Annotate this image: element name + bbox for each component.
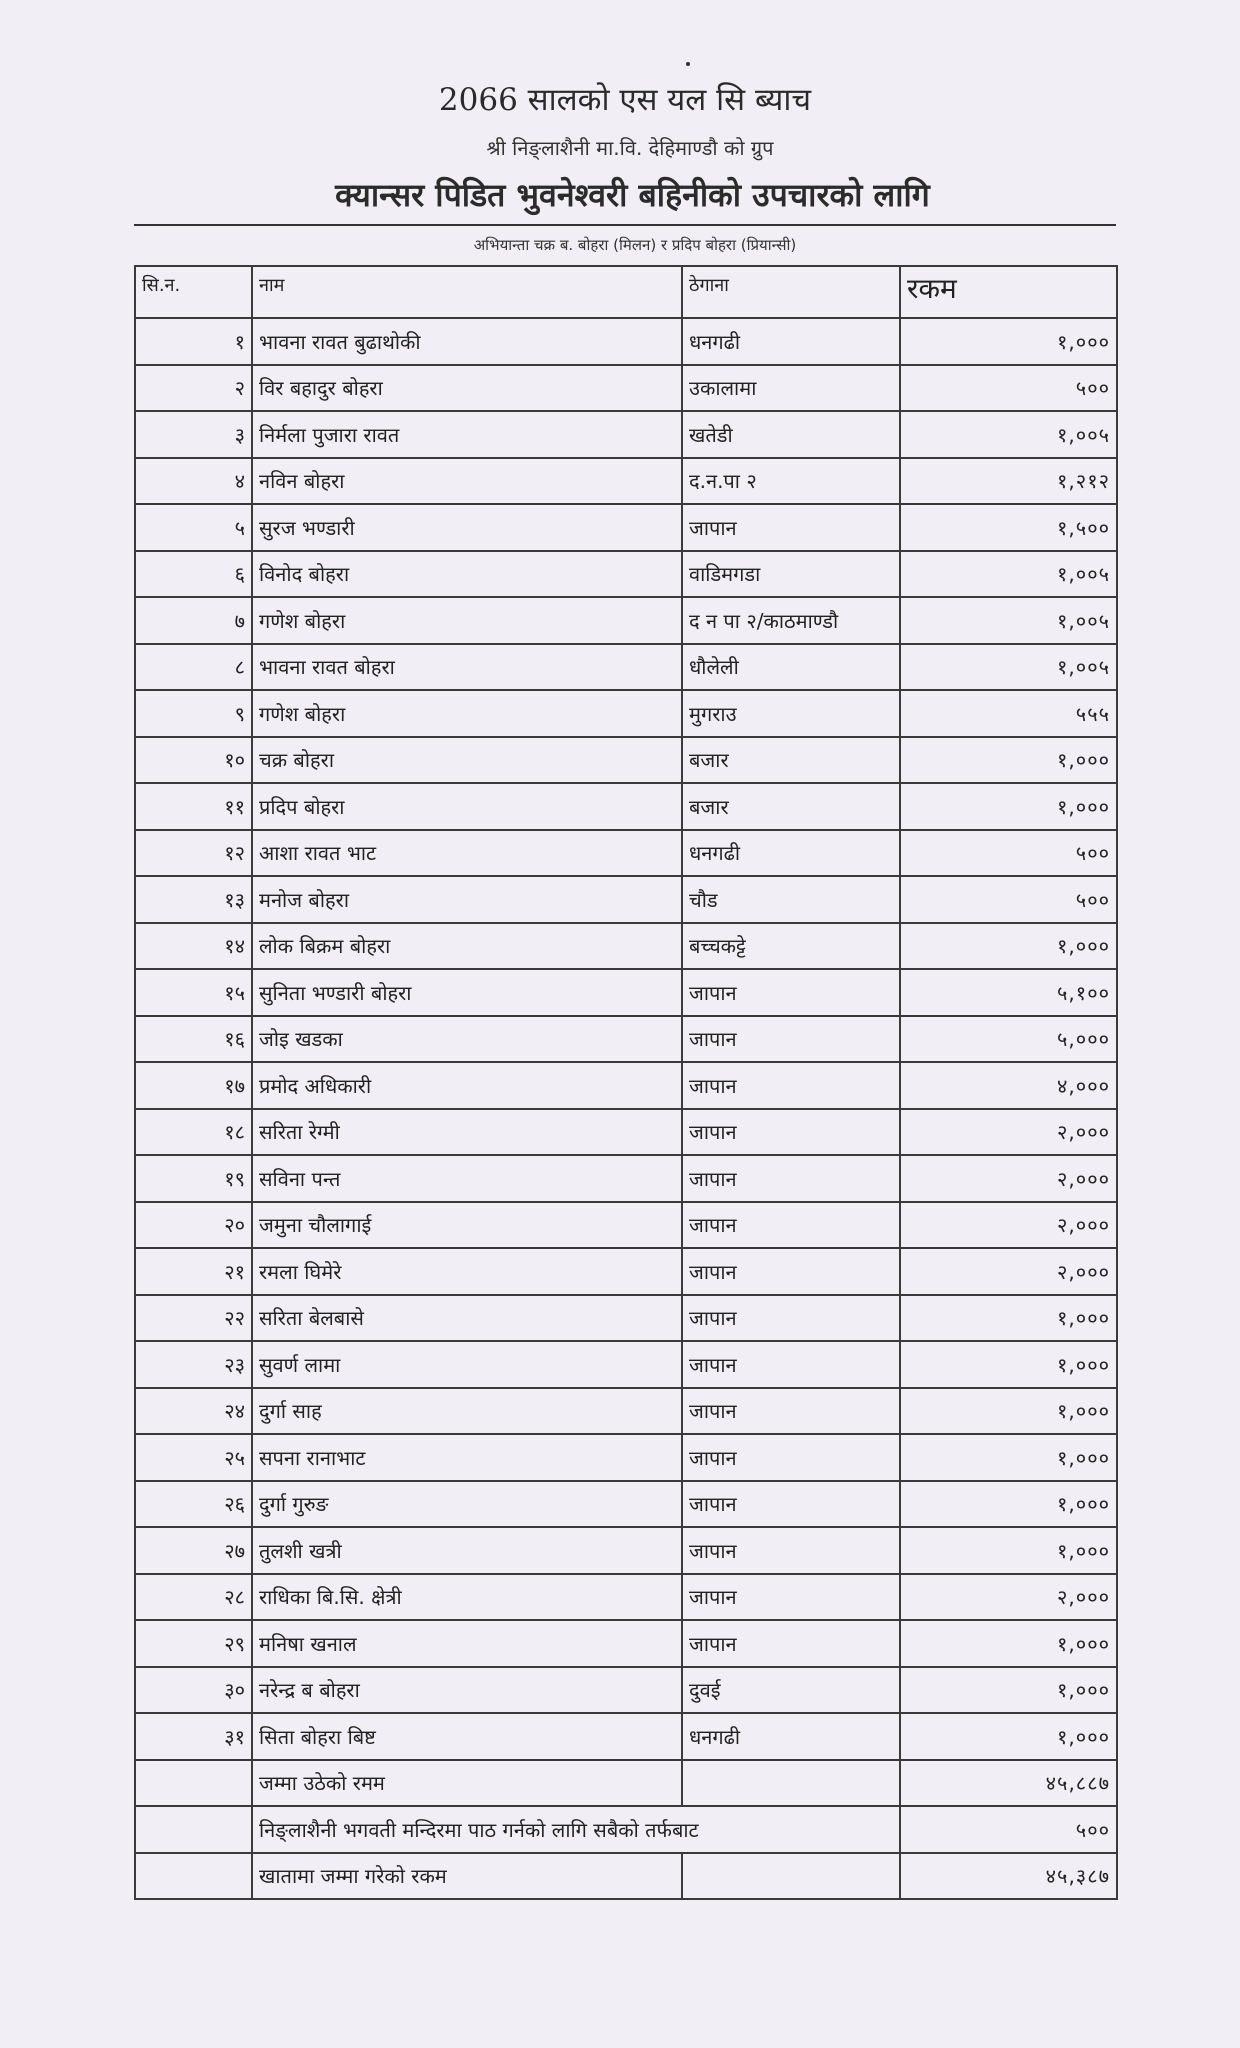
row-sn: १० xyxy=(135,737,252,784)
row-address: जापान xyxy=(682,1155,900,1202)
row-address: जापान xyxy=(682,1341,900,1388)
row-sn: ९ xyxy=(135,690,252,737)
row-sn: २० xyxy=(135,1202,252,1249)
row-address: जापान xyxy=(682,1620,900,1667)
collected-amount: ४५,८८७ xyxy=(900,1760,1117,1807)
table-row xyxy=(135,1202,1117,1249)
table-row xyxy=(135,1248,1117,1295)
table-row xyxy=(135,318,1117,365)
row-amount: १,००० xyxy=(900,1434,1117,1481)
table-row xyxy=(135,1295,1117,1342)
table-row xyxy=(135,365,1117,412)
row-amount: ५,१०० xyxy=(900,969,1117,1016)
row-name: तुलशी खत्री xyxy=(252,1527,682,1574)
row-name: गणेश बोहरा xyxy=(252,690,682,737)
deduction-label: निङ्लाशैनी भगवती मन्दिरमा पाठ गर्नको लागि सबैको तर्फबाट xyxy=(252,1806,900,1853)
row-address: जापान xyxy=(682,1109,900,1156)
row-address: जापान xyxy=(682,1527,900,1574)
row-address: जापान xyxy=(682,1434,900,1481)
row-amount: २,००० xyxy=(900,1155,1117,1202)
row-name: विर बहादुर बोहरा xyxy=(252,365,682,412)
row-name: लोक बिक्रम बोहरा xyxy=(252,923,682,970)
row-amount: ५०० xyxy=(900,876,1117,923)
row-address: चौड xyxy=(682,876,900,923)
summary-rows xyxy=(135,1760,1117,1900)
row-sn: ७ xyxy=(135,597,252,644)
row-name: सुवर्ण लामा xyxy=(252,1341,682,1388)
row-sn: ११ xyxy=(135,783,252,830)
row-address: धनगढी xyxy=(682,1713,900,1760)
row-name: सिता बोहरा बिष्ट xyxy=(252,1713,682,1760)
row-sn: १८ xyxy=(135,1109,252,1156)
table-row xyxy=(135,551,1117,598)
row-amount: १,००५ xyxy=(900,644,1117,691)
row-sn: १ xyxy=(135,318,252,365)
row-address: जापान xyxy=(682,1295,900,1342)
column-header-amount: रकम xyxy=(900,266,1117,318)
row-name: निर्मला पुजारा रावत xyxy=(252,411,682,458)
row-amount: १,००० xyxy=(900,1620,1117,1667)
row-name: राधिका बि.सि. क्षेत्री xyxy=(252,1574,682,1621)
row-name: गणेश बोहरा xyxy=(252,597,682,644)
row-name: मनिषा खनाल xyxy=(252,1620,682,1667)
table-row xyxy=(135,923,1117,970)
table-row xyxy=(135,1481,1117,1528)
row-name: रमला घिमेरे xyxy=(252,1248,682,1295)
row-amount: १,००० xyxy=(900,1481,1117,1528)
row-address: जापान xyxy=(682,1574,900,1621)
row-address: द.न.पा २ xyxy=(682,458,900,505)
row-name: जमुना चौलागाई xyxy=(252,1202,682,1249)
table-row xyxy=(135,1388,1117,1435)
row-address: मुगराउ xyxy=(682,690,900,737)
row-sn: १९ xyxy=(135,1155,252,1202)
row-amount: १,००५ xyxy=(900,597,1117,644)
row-name: सुनिता भण्डारी बोहरा xyxy=(252,969,682,1016)
row-amount: १,००० xyxy=(900,737,1117,784)
row-amount: १,००० xyxy=(900,923,1117,970)
table-row xyxy=(135,783,1117,830)
row-amount: ४,००० xyxy=(900,1062,1117,1109)
row-name: भावना रावत बोहरा xyxy=(252,644,682,691)
row-name: आशा रावत भाट xyxy=(252,830,682,877)
row-sn: ६ xyxy=(135,551,252,598)
table-row xyxy=(135,690,1117,737)
row-amount: १,२१२ xyxy=(900,458,1117,505)
deposited-amount: ४५,३८७ xyxy=(900,1853,1117,1900)
ink-dot xyxy=(686,62,690,66)
donation-table xyxy=(134,265,1118,1900)
document-header xyxy=(0,78,1240,216)
row-name: नविन बोहरा xyxy=(252,458,682,505)
header-divider xyxy=(134,224,1116,226)
row-name: भावना रावत बुढाथोकी xyxy=(252,318,682,365)
school-group-title: श्री निङ्लाशैनी मा.वि. देहिमाण्डौ को ग्रुप xyxy=(486,136,774,160)
row-sn: ३१ xyxy=(135,1713,252,1760)
row-sn: ४ xyxy=(135,458,252,505)
row-sn: २९ xyxy=(135,1620,252,1667)
row-name: नरेन्द्र ब बोहरा xyxy=(252,1667,682,1714)
table-row xyxy=(135,876,1117,923)
row-address: जापान xyxy=(682,1062,900,1109)
row-name: विनोद बोहरा xyxy=(252,551,682,598)
row-name: सरिता रेग्मी xyxy=(252,1109,682,1156)
row-address: उकालामा xyxy=(682,365,900,412)
table-row xyxy=(135,458,1117,505)
table-row xyxy=(135,644,1117,691)
table-row xyxy=(135,1109,1117,1156)
row-sn: २७ xyxy=(135,1527,252,1574)
summary-row-collected xyxy=(135,1760,1117,1807)
row-amount: ५०० xyxy=(900,830,1117,877)
table-row xyxy=(135,1620,1117,1667)
row-address: धौलेली xyxy=(682,644,900,691)
row-sn: ३० xyxy=(135,1667,252,1714)
table-header-row xyxy=(135,266,1117,318)
row-name: प्रमोद अधिकारी xyxy=(252,1062,682,1109)
row-address: जापान xyxy=(682,1016,900,1063)
row-address: जापान xyxy=(682,1481,900,1528)
row-name: सरिता बेलबासे xyxy=(252,1295,682,1342)
row-amount: २,००० xyxy=(900,1574,1117,1621)
table-row xyxy=(135,504,1117,551)
row-address: द न पा २/काठमाण्डौ xyxy=(682,597,900,644)
row-amount: १,००० xyxy=(900,783,1117,830)
table-row xyxy=(135,1527,1117,1574)
donor-rows xyxy=(135,318,1117,1760)
row-sn: १७ xyxy=(135,1062,252,1109)
row-address: जापान xyxy=(682,1248,900,1295)
table-row xyxy=(135,1574,1117,1621)
row-amount: १,५०० xyxy=(900,504,1117,551)
row-sn: ८ xyxy=(135,644,252,691)
row-amount: १,००० xyxy=(900,1295,1117,1342)
row-sn: २१ xyxy=(135,1248,252,1295)
table-row xyxy=(135,1341,1117,1388)
row-sn: १६ xyxy=(135,1016,252,1063)
row-amount: २,००० xyxy=(900,1109,1117,1156)
row-address: वाडिमगडा xyxy=(682,551,900,598)
row-address: खतेडी xyxy=(682,411,900,458)
row-amount: १,००५ xyxy=(900,411,1117,458)
row-name: प्रदिप बोहरा xyxy=(252,783,682,830)
column-header-sn: सि.न. xyxy=(135,266,252,318)
row-amount: २,००० xyxy=(900,1248,1117,1295)
table-row xyxy=(135,737,1117,784)
row-sn: ३ xyxy=(135,411,252,458)
row-address: धनगढी xyxy=(682,318,900,365)
batch-title: 2066 सालको एस यल सि ब्याच xyxy=(438,82,812,118)
table-row xyxy=(135,1713,1117,1760)
table-row xyxy=(135,1667,1117,1714)
table-row xyxy=(135,969,1117,1016)
row-name: जोइ खडका xyxy=(252,1016,682,1063)
row-name: सपना रानाभाट xyxy=(252,1434,682,1481)
row-sn: १४ xyxy=(135,923,252,970)
row-amount: १,००० xyxy=(900,1341,1117,1388)
row-sn: ५ xyxy=(135,504,252,551)
row-amount: ५,००० xyxy=(900,1016,1117,1063)
row-amount: १,००० xyxy=(900,1667,1117,1714)
row-amount: १,००० xyxy=(900,318,1117,365)
row-sn: २ xyxy=(135,365,252,412)
row-address: बच्चकट्टे xyxy=(682,923,900,970)
row-sn: २३ xyxy=(135,1341,252,1388)
row-address: जापान xyxy=(682,504,900,551)
column-header-name: नाम xyxy=(252,266,682,318)
campaign-title: क्यान्सर पिडित भुवनेश्वरी बहिनीको उपचारको लागि xyxy=(335,176,930,214)
row-sn: २६ xyxy=(135,1481,252,1528)
row-address: बजार xyxy=(682,783,900,830)
column-header-address: ठेगाना xyxy=(682,266,900,318)
row-name: मनोज बोहरा xyxy=(252,876,682,923)
row-name: चक्र बोहरा xyxy=(252,737,682,784)
row-sn: २२ xyxy=(135,1295,252,1342)
row-amount: १,००५ xyxy=(900,551,1117,598)
row-name: दुर्गा साह xyxy=(252,1388,682,1435)
deduction-amount: ५०० xyxy=(900,1806,1117,1853)
table-row xyxy=(135,1155,1117,1202)
row-amount: १,००० xyxy=(900,1388,1117,1435)
row-address: दुवई xyxy=(682,1667,900,1714)
row-sn: १३ xyxy=(135,876,252,923)
summary-row-deduction xyxy=(135,1806,1117,1853)
row-amount: ५५५ xyxy=(900,690,1117,737)
table-row xyxy=(135,830,1117,877)
row-address: बजार xyxy=(682,737,900,784)
row-address: धनगढी xyxy=(682,830,900,877)
organizers-line: अभियान्ता चक्र ब. बोहरा (मिलन) र प्रदिप बोहरा (प्रियान्सी) xyxy=(473,236,797,254)
row-sn: १५ xyxy=(135,969,252,1016)
table-row xyxy=(135,597,1117,644)
table-row xyxy=(135,1434,1117,1481)
row-sn: २८ xyxy=(135,1574,252,1621)
collected-label: जम्मा उठेको रमम xyxy=(252,1760,682,1807)
row-address: जापान xyxy=(682,1202,900,1249)
table-row xyxy=(135,411,1117,458)
row-sn: १२ xyxy=(135,830,252,877)
row-name: सविना पन्त xyxy=(252,1155,682,1202)
row-amount: २,००० xyxy=(900,1202,1117,1249)
row-amount: ५०० xyxy=(900,365,1117,412)
row-sn: २४ xyxy=(135,1388,252,1435)
row-sn: २५ xyxy=(135,1434,252,1481)
row-name: सुरज भण्डारी xyxy=(252,504,682,551)
row-address: जापान xyxy=(682,969,900,1016)
table-row xyxy=(135,1016,1117,1063)
row-name: दुर्गा गुरुङ xyxy=(252,1481,682,1528)
table-row xyxy=(135,1062,1117,1109)
row-amount: १,००० xyxy=(900,1713,1117,1760)
deposited-label: खातामा जम्मा गरेको रकम xyxy=(252,1853,682,1900)
row-address: जापान xyxy=(682,1388,900,1435)
row-amount: १,००० xyxy=(900,1527,1117,1574)
summary-row-deposited xyxy=(135,1853,1117,1900)
